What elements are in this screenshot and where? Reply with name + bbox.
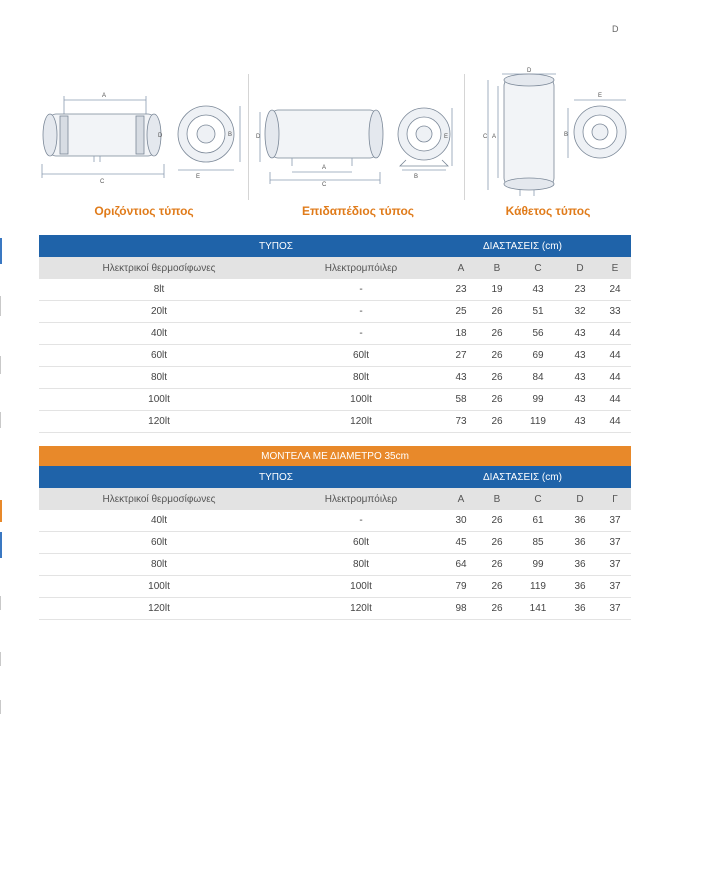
cell-dim-0: 25	[443, 301, 479, 323]
cell-dim-0: 64	[443, 554, 479, 576]
cell-dim-2: 141	[515, 598, 561, 620]
cell-thermo: 20lt	[39, 301, 279, 323]
cell-dim-2: 85	[515, 532, 561, 554]
vertical-heater-diagram	[472, 66, 642, 196]
cell-dim-1: 26	[479, 554, 515, 576]
cell-dim-0: 23	[443, 279, 479, 301]
dimensions-table-35cm	[39, 446, 631, 620]
table-banner-row	[39, 446, 631, 466]
cell-dim-4: 37	[599, 532, 631, 554]
col-a-header: A	[443, 488, 479, 510]
dim-label-c: C	[322, 182, 327, 186]
cell-dim-4: 24	[599, 279, 631, 301]
table-row	[39, 576, 631, 598]
cell-dim-3: 36	[561, 554, 599, 576]
dim-label-d: D	[256, 134, 261, 140]
col-e-header: E	[599, 257, 631, 279]
table-row	[39, 367, 631, 389]
cell-dim-1: 26	[479, 301, 515, 323]
cell-dim-2: 119	[515, 576, 561, 598]
col-c-header: C	[515, 257, 561, 279]
cell-dim-3: 43	[561, 345, 599, 367]
cell-dim-3: 32	[561, 301, 599, 323]
cell-dim-1: 26	[479, 389, 515, 411]
col-thermo-header: Ηλεκτρικοί θερμοσίφωνες	[39, 488, 279, 510]
table-title-row	[39, 466, 631, 488]
cell-thermo: 60lt	[39, 345, 279, 367]
cell-thermo: 100lt	[39, 576, 279, 598]
table-row	[39, 598, 631, 620]
cell-dim-4: 37	[599, 554, 631, 576]
cell-dim-2: 61	[515, 510, 561, 532]
dim-label-b: B	[564, 132, 569, 138]
cell-thermo: 40lt	[39, 510, 279, 532]
cell-dim-2: 99	[515, 554, 561, 576]
edge-mark	[0, 356, 1, 374]
edge-mark	[0, 700, 1, 714]
dim-label-a: A	[492, 134, 497, 140]
cell-dim-1: 26	[479, 510, 515, 532]
cell-boiler: 80lt	[279, 554, 443, 576]
col-boiler-header: Ηλεκτρομπόιλερ	[279, 488, 443, 510]
type-header: ΤΥΠΟΣ	[39, 235, 443, 257]
cell-thermo: 100lt	[39, 389, 279, 411]
cell-dim-2: 56	[515, 323, 561, 345]
dimensions-header: ΔΙΑΣΤΑΣΕΙΣ (cm)	[443, 466, 631, 488]
dim-label-e: E	[444, 134, 449, 140]
cell-dim-4: 33	[599, 301, 631, 323]
cell-dim-3: 36	[561, 510, 599, 532]
edge-mark	[0, 412, 1, 428]
cell-dim-3: 43	[561, 411, 599, 433]
cell-boiler: -	[279, 301, 443, 323]
cell-dim-0: 43	[443, 367, 479, 389]
corner-mark: D	[612, 24, 619, 34]
table-column-header-row	[39, 257, 631, 279]
col-thermo-header: Ηλεκτρικοί θερμοσίφωνες	[39, 257, 279, 279]
cell-dim-3: 43	[561, 389, 599, 411]
dimensions-header: ΔΙΑΣΤΑΣΕΙΣ (cm)	[443, 235, 631, 257]
edge-mark	[0, 596, 1, 610]
cell-dim-1: 19	[479, 279, 515, 301]
table-row	[39, 279, 631, 301]
table-row	[39, 345, 631, 367]
cell-boiler: -	[279, 323, 443, 345]
cell-dim-1: 26	[479, 598, 515, 620]
col-b-header: B	[479, 257, 515, 279]
cell-thermo: 80lt	[39, 554, 279, 576]
dimensions-table	[39, 235, 631, 433]
cell-boiler: 120lt	[279, 411, 443, 433]
horizontal-heater-diagram	[36, 66, 246, 186]
table-row	[39, 510, 631, 532]
table-row	[39, 301, 631, 323]
cell-boiler: 100lt	[279, 389, 443, 411]
cell-dim-0: 27	[443, 345, 479, 367]
cell-boiler: -	[279, 279, 443, 301]
edge-mark	[0, 500, 2, 522]
dim-label-b: B	[228, 132, 233, 138]
dim-label-a: A	[102, 93, 107, 99]
cell-boiler: 80lt	[279, 367, 443, 389]
table-row	[39, 554, 631, 576]
models-35cm-banner: ΜΟΝΤΕΛΑ ΜΕ ΔΙΑΜΕΤΡΟ 35cm	[39, 446, 631, 466]
cell-dim-4: 37	[599, 510, 631, 532]
table-row	[39, 389, 631, 411]
cell-thermo: 80lt	[39, 367, 279, 389]
dim-label-d: D	[527, 68, 532, 74]
cell-dim-4: 44	[599, 345, 631, 367]
dim-label-e: E	[598, 93, 603, 99]
cell-dim-2: 43	[515, 279, 561, 301]
col-b-header: B	[479, 488, 515, 510]
cell-dim-3: 36	[561, 576, 599, 598]
dim-label-b: B	[414, 174, 419, 180]
cell-dim-2: 84	[515, 367, 561, 389]
diagram-divider	[464, 74, 465, 200]
cell-dim-1: 26	[479, 532, 515, 554]
cell-dim-3: 43	[561, 323, 599, 345]
cell-boiler: 100lt	[279, 576, 443, 598]
cell-dim-4: 44	[599, 411, 631, 433]
table-column-header-row	[39, 488, 631, 510]
cell-dim-0: 98	[443, 598, 479, 620]
cell-dim-4: 37	[599, 576, 631, 598]
diagram-divider	[248, 74, 249, 200]
cell-dim-1: 26	[479, 411, 515, 433]
cell-dim-4: 44	[599, 389, 631, 411]
cell-dim-3: 43	[561, 367, 599, 389]
col-d-header: D	[561, 257, 599, 279]
col-boiler-header: Ηλεκτρομπόιλερ	[279, 257, 443, 279]
caption-vertical: Κάθετος τύπος	[505, 204, 591, 218]
cell-dim-1: 26	[479, 323, 515, 345]
table-title-row	[39, 235, 631, 257]
cell-thermo: 120lt	[39, 598, 279, 620]
dim-label-c: C	[100, 179, 105, 185]
cell-dim-4: 37	[599, 598, 631, 620]
caption-floor: Επιδαπέδιος τύπος	[301, 204, 415, 218]
table-row	[39, 411, 631, 433]
col-c-header: C	[515, 488, 561, 510]
cell-boiler: 60lt	[279, 532, 443, 554]
cell-dim-0: 73	[443, 411, 479, 433]
table-row	[39, 532, 631, 554]
dim-label-e: E	[196, 174, 201, 180]
cell-dim-0: 79	[443, 576, 479, 598]
cell-dim-4: 44	[599, 367, 631, 389]
cell-dim-4: 44	[599, 323, 631, 345]
dim-label-d: D	[158, 133, 163, 139]
cell-dim-0: 58	[443, 389, 479, 411]
cell-thermo: 40lt	[39, 323, 279, 345]
col-a-header: A	[443, 257, 479, 279]
floor-heater-diagram	[252, 66, 462, 186]
cell-thermo: 120lt	[39, 411, 279, 433]
cell-dim-0: 18	[443, 323, 479, 345]
table-row	[39, 323, 631, 345]
col-g-header: Γ	[599, 488, 631, 510]
edge-mark	[0, 296, 1, 316]
cell-dim-0: 30	[443, 510, 479, 532]
edge-mark	[0, 238, 2, 264]
cell-boiler: 120lt	[279, 598, 443, 620]
edge-mark	[0, 532, 2, 558]
cell-dim-1: 26	[479, 345, 515, 367]
type-header: ΤΥΠΟΣ	[39, 466, 443, 488]
cell-thermo: 8lt	[39, 279, 279, 301]
cell-dim-2: 69	[515, 345, 561, 367]
cell-dim-3: 36	[561, 598, 599, 620]
cell-dim-1: 26	[479, 367, 515, 389]
dim-label-a: A	[322, 165, 327, 171]
cell-dim-3: 36	[561, 532, 599, 554]
cell-boiler: 60lt	[279, 345, 443, 367]
cell-boiler: -	[279, 510, 443, 532]
edge-mark	[0, 652, 1, 666]
cell-dim-0: 45	[443, 532, 479, 554]
col-d-header: D	[561, 488, 599, 510]
dim-label-c: C	[483, 134, 488, 140]
cell-thermo: 60lt	[39, 532, 279, 554]
cell-dim-1: 26	[479, 576, 515, 598]
cell-dim-2: 119	[515, 411, 561, 433]
cell-dim-3: 23	[561, 279, 599, 301]
caption-horizontal: Οριζόντιος τύπος	[94, 204, 194, 218]
cell-dim-2: 99	[515, 389, 561, 411]
cell-dim-2: 51	[515, 301, 561, 323]
